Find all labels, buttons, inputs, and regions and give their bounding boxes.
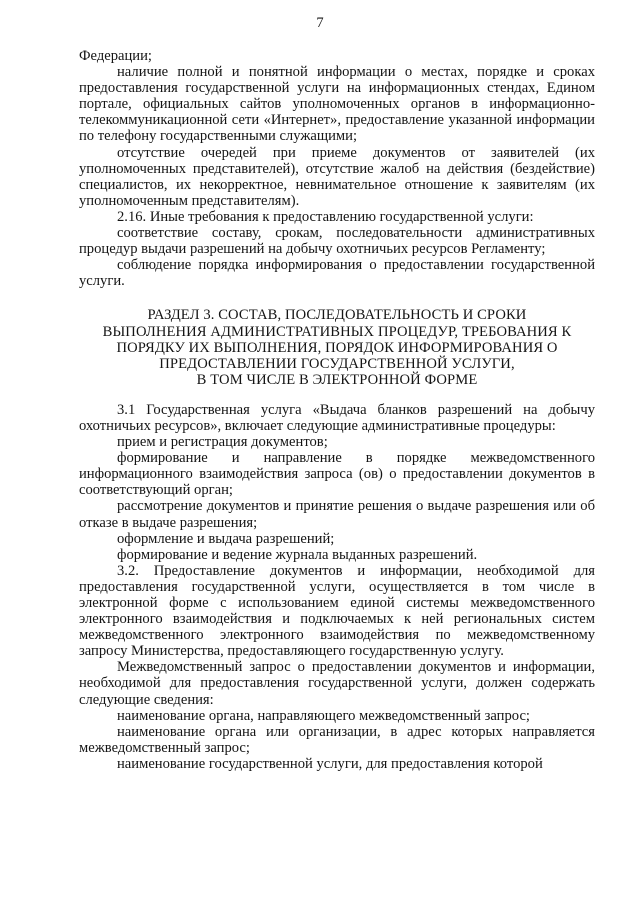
body-paragraph: формирование и направление в порядке межведомственного информационного взаимодействия запроса (ов) о предоставлении документов в соответствующий орган; (79, 450, 595, 499)
section-heading-line: ПОРЯДКУ ИХ ВЫПОЛНЕНИЯ, ПОРЯДОК ИНФОРМИРОВАНИЯ О (116, 339, 558, 356)
section-heading (79, 307, 595, 387)
body-paragraph: наименование органа, направляющего межведомственный запрос; (117, 707, 530, 724)
body-paragraph: соблюдение порядка информирования о предоставлении государственной услуги. (79, 257, 595, 290)
document-body (79, 48, 595, 772)
page-number: 7 (316, 15, 324, 31)
section-heading-line: ВЫПОЛНЕНИЯ АДМИНИСТРАТИВНЫХ ПРОЦЕДУР, ТРЕБОВАНИЯ К (102, 323, 572, 340)
section-heading-line: РАЗДЕЛ 3. СОСТАВ, ПОСЛЕДОВАТЕЛЬНОСТЬ И СРОКИ (147, 307, 527, 324)
body-paragraph: соответствие составу, срокам, последовательности административных процедур выдачи разрешений на добычу охотничьих ресурсов Регламенту; (79, 225, 595, 258)
body-paragraph: прием и регистрация документов; (117, 434, 328, 451)
body-paragraph: 2.16. Иные требования к предоставлению государственной услуги: (117, 208, 534, 225)
body-paragraph: отсутствие очередей при приеме документов от заявителей (их уполномоченных представителей), отсутствие жалоб на действия (бездействие) специалистов, их некорректное, невнимательное отношение к заявителям (их уполномоченным представителям). (79, 144, 595, 209)
body-paragraph: наименование государственной услуги, для предоставления которой (117, 755, 543, 772)
body-paragraph: Межведомственный запрос о предоставлении документов и информации, необходимой для предоставления государственной услуги, должен содержать следующие сведения: (79, 659, 595, 708)
body-paragraph: Федерации; (79, 48, 152, 64)
body-paragraph: оформление и выдача разрешений; (117, 530, 335, 547)
body-paragraph: 3.2. Предоставление документов и информации, необходимой для предоставления государственной услуги, осуществляется в том числе в электронной форме с использованием единой системы межведомственного электронного взаимодействия и подключаемых к ней региональных систем межведомственного электронного взаимодействия по межведомственному запросу Министерства, предоставляющего государственную услугу. (79, 562, 595, 660)
section-heading-line: ПРЕДОСТАВЛЕНИИ ГОСУДАРСТВЕННОЙ УСЛУГИ, (159, 355, 515, 372)
paragraphs-after-section (79, 402, 595, 772)
section-heading-line: В ТОМ ЧИСЛЕ В ЭЛЕКТРОННОЙ ФОРМЕ (196, 371, 478, 388)
body-paragraph: формирование и ведение журнала выданных разрешений. (117, 546, 478, 563)
body-paragraph: наличие полной и понятной информации о местах, порядке и сроках предоставления государственной услуги на информационных стендах, Едином портале, официальных сайтов уполномоченных органов в информационно-телекоммуникационной сети «Интернет», предоставление указанной информации по телефону государственными служащими; (79, 64, 595, 145)
body-paragraph: рассмотрение документов и принятие решения о выдаче разрешения или об отказе в выдаче разрешения; (79, 498, 595, 531)
paragraphs-before-section (79, 48, 595, 289)
body-paragraph: 3.1 Государственная услуга «Выдача бланков разрешений на добычу охотничьих ресурсов», включает следующие административные процедуры: (79, 401, 595, 434)
body-paragraph: наименование органа или организации, в адрес которых направляется межведомственный запрос; (79, 723, 595, 756)
